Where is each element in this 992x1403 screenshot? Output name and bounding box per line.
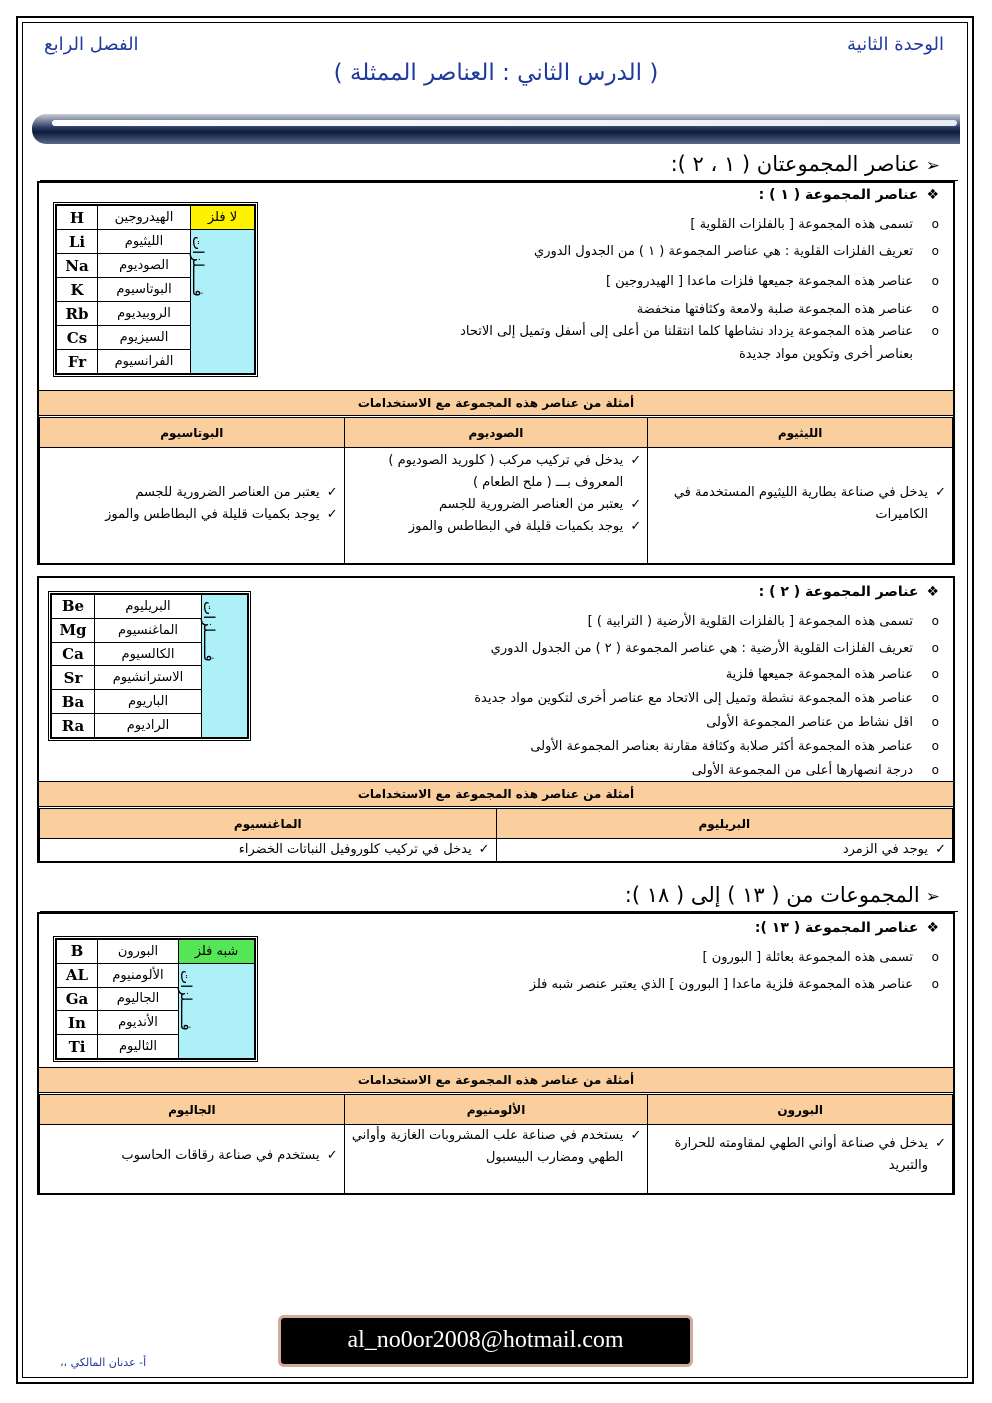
email-banner: al_no0or2008@hotmail.com bbox=[278, 1315, 693, 1367]
check-icon: ✓ bbox=[326, 485, 338, 500]
uses-item: ✓ يوجد في الزمرد bbox=[503, 839, 946, 861]
element-name: الجاليوم bbox=[98, 987, 179, 1011]
group2-bullet: oتعريف الفلزات القلوية الأرضية : هي عناصر المجموعة ( ٢ ) من الجدول الدوري bbox=[491, 637, 939, 660]
group1-bullet: oعناصر هذه المجموعة جميعها فلزات ماعدا [ الهيدروجين ] bbox=[606, 270, 939, 293]
group1-bullet-continued: بعناصر أخرى وتكوين مواد جديدة bbox=[738, 347, 913, 362]
circle-bullet-icon: o bbox=[931, 244, 939, 258]
uses-cell bbox=[40, 1125, 345, 1195]
element-name: البورون bbox=[98, 940, 179, 964]
group2-bullet: oعناصر هذه المجموعة جميعها فلزية bbox=[726, 663, 939, 686]
section-heading-groups-13-18: ➢المجموعات من ( ١٣ ) إلى ( ١٨ ): bbox=[624, 883, 940, 907]
element-symbol: Sr bbox=[52, 666, 95, 690]
group2-bullet: oتسمى هذه المجموعة [ بالفلزات القلوية الأرضية ( الترابية ) ] bbox=[588, 610, 939, 633]
element-symbol: Rb bbox=[57, 302, 98, 326]
group2-bullet: oاقل نشاط من عناصر المجموعة الأولى bbox=[706, 711, 939, 734]
element-symbol: Fr bbox=[57, 350, 98, 374]
element-name: الاسترانشيوم bbox=[95, 666, 202, 690]
circle-bullet-icon: o bbox=[931, 763, 939, 777]
element-symbol: Be bbox=[52, 595, 95, 619]
element-symbol: K bbox=[57, 278, 98, 302]
group2-panel bbox=[37, 576, 955, 863]
group1-bullet: oعناصر هذه المجموعة يزداد نشاطها كلما انتقلنا من أعلى إلى أسفل وتميل إلى الاتحاد bbox=[460, 320, 939, 343]
group1-bullet: oعناصر هذه المجموعة صلبة ولامعة وكثافتها منخفضة bbox=[637, 298, 939, 321]
uses-column-header: البوتاسيوم bbox=[40, 418, 345, 448]
element-symbol: B bbox=[57, 940, 98, 964]
uses-item: ✓ يدخل في تركيب مركب ( كلوريد الصوديوم ) المعروف بـــ ( ملح الطعام ) bbox=[351, 450, 642, 494]
check-icon: ✓ bbox=[935, 1136, 946, 1151]
element-symbol: Ti bbox=[57, 1035, 98, 1059]
uses-column-header: الماغنسيوم bbox=[40, 809, 497, 839]
element-name: الثاليوم bbox=[98, 1035, 179, 1059]
circle-bullet-icon: o bbox=[931, 274, 939, 288]
circle-bullet-icon: o bbox=[931, 614, 939, 628]
element-name: الليثيوم bbox=[98, 230, 191, 254]
circle-bullet-icon: o bbox=[931, 324, 939, 338]
element-name: الهيدروجين bbox=[98, 206, 191, 230]
nonmetal-label: لا فلز bbox=[191, 206, 255, 230]
uses-item: ✓ يدخل في صناعة بطارية الليثيوم المستخدمة في الكاميرات bbox=[654, 482, 946, 526]
element-symbol: Li bbox=[57, 230, 98, 254]
check-icon: ✓ bbox=[630, 497, 642, 512]
group2-examples-title: أمثلة من عناصر هذه المجموعة مع الاستخدامات bbox=[39, 781, 953, 807]
group13-uses-table bbox=[39, 1094, 953, 1195]
uses-item: ✓ يعتبر من العناصر الضرورية للجسم bbox=[46, 482, 338, 504]
element-name: الكالسيوم bbox=[95, 642, 202, 666]
element-name: الراديوم bbox=[95, 714, 202, 738]
element-symbol: H bbox=[57, 206, 98, 230]
metalloid-label: شبه فلز bbox=[179, 940, 255, 964]
circle-bullet-icon: o bbox=[931, 641, 939, 655]
group13-bullet: oتسمى هذه المجموعة بعائلة [ البورون ] bbox=[703, 946, 940, 969]
group1-uses-table bbox=[39, 417, 953, 564]
uses-column-header: الصوديوم bbox=[344, 418, 648, 448]
group13-heading: ❖عناصر المجموعة ( ١٣ ): bbox=[754, 920, 939, 936]
element-name: البوتاسيوم bbox=[98, 278, 191, 302]
metals-label-cell: فـــــلزات bbox=[179, 963, 255, 1058]
element-name: الفرانسيوم bbox=[98, 350, 191, 374]
element-name: الباريوم bbox=[95, 690, 202, 714]
check-icon: ✓ bbox=[630, 453, 642, 468]
uses-item: ✓ يدخل في تركيب كلوروفيل النباتات الخضراء bbox=[46, 839, 490, 861]
uses-column-header: البريليوم bbox=[496, 809, 952, 839]
uses-cell bbox=[648, 1125, 953, 1195]
uses-cell bbox=[496, 839, 952, 862]
group13-element-table bbox=[53, 936, 258, 1062]
element-symbol: AL bbox=[57, 963, 98, 987]
element-symbol: Na bbox=[57, 254, 98, 278]
uses-cell bbox=[648, 448, 953, 564]
group1-heading: ❖عناصر المجموعة ( ١ ) : bbox=[758, 187, 939, 203]
group2-element-table bbox=[48, 591, 251, 741]
author-signature: أ- عدنان المالكي ،، bbox=[60, 1356, 147, 1369]
uses-item: ✓ يوجد بكميات قليلة في البطاطس والموز bbox=[46, 504, 338, 526]
circle-bullet-icon: o bbox=[931, 217, 939, 231]
element-symbol: Ca bbox=[52, 642, 95, 666]
uses-item: ✓ يستخدم في صناعة رقاقات الحاسوب bbox=[46, 1145, 338, 1167]
chapter-label: الفصل الرابع bbox=[44, 34, 139, 55]
group1-bullet: oتعريف الفلزات القلوية : هي عناصر المجموعة ( ١ ) من الجدول الدوري bbox=[534, 240, 939, 263]
group13-panel bbox=[37, 912, 955, 1195]
star-bullet-icon: ❖ bbox=[926, 584, 939, 600]
group1-examples-title: أمثلة من عناصر هذه المجموعة مع الاستخدامات bbox=[39, 390, 953, 416]
element-name: السيزيوم bbox=[98, 326, 191, 350]
uses-cell bbox=[40, 448, 345, 564]
element-symbol: Ba bbox=[52, 690, 95, 714]
header-decorative-bar bbox=[32, 114, 960, 144]
group2-bullet: oعناصر هذه المجموعة نشطة وتميل إلى الاتحاد مع عناصر أخرى لتكوين مواد جديدة bbox=[474, 687, 939, 710]
circle-bullet-icon: o bbox=[931, 715, 939, 729]
element-symbol: In bbox=[57, 1011, 98, 1035]
uses-item: ✓ يوجد بكميات قليلة في البطاطس والموز bbox=[351, 516, 642, 538]
lesson-title: ( الدرس الثاني : العناصر الممثلة ) bbox=[333, 60, 659, 86]
group1-element-table bbox=[53, 202, 258, 377]
group13-bullet: oعناصر هذه المجموعة فلزية ماعدا [ البورون ] الذي يعتبر عنصر شبه فلز bbox=[530, 973, 939, 996]
element-symbol: Ga bbox=[57, 987, 98, 1011]
group13-examples-title: أمثلة من عناصر هذه المجموعة مع الاستخدامات bbox=[39, 1067, 953, 1093]
circle-bullet-icon: o bbox=[931, 739, 939, 753]
element-name: الأنديوم bbox=[98, 1011, 179, 1035]
uses-cell bbox=[344, 1125, 648, 1195]
element-symbol: Ra bbox=[52, 714, 95, 738]
uses-column-header: الألومنيوم bbox=[344, 1095, 648, 1125]
uses-cell bbox=[40, 839, 497, 862]
circle-bullet-icon: o bbox=[931, 691, 939, 705]
check-icon: ✓ bbox=[326, 507, 338, 522]
uses-column-header: الجاليوم bbox=[40, 1095, 345, 1125]
element-symbol: Cs bbox=[57, 326, 98, 350]
unit-label: الوحدة الثانية bbox=[846, 34, 944, 55]
metals-label-cell: فـــــلزات bbox=[191, 230, 255, 374]
check-icon: ✓ bbox=[630, 1128, 642, 1143]
element-name: البريليوم bbox=[95, 595, 202, 619]
group1-bullet: oتسمى هذه المجموعة [ بالفلزات القلوية ] bbox=[690, 213, 939, 236]
arrow-icon: ➢ bbox=[925, 156, 940, 176]
check-icon: ✓ bbox=[935, 842, 946, 857]
circle-bullet-icon: o bbox=[931, 977, 939, 991]
uses-column-header: البورون bbox=[648, 1095, 953, 1125]
star-bullet-icon: ❖ bbox=[926, 920, 939, 936]
circle-bullet-icon: o bbox=[931, 667, 939, 681]
section-heading-groups-1-2: ➢عناصر المجموعتان ( ١ ، ٢ ): bbox=[670, 152, 940, 176]
uses-item: ✓ يدخل في صناعة أواني الطهي لمقاومته للحرارة والتبريد bbox=[654, 1133, 946, 1177]
check-icon: ✓ bbox=[478, 842, 490, 857]
check-icon: ✓ bbox=[630, 519, 642, 534]
circle-bullet-icon: o bbox=[931, 950, 939, 964]
element-name: الصوديوم bbox=[98, 254, 191, 278]
check-icon: ✓ bbox=[935, 485, 946, 500]
arrow-icon: ➢ bbox=[925, 887, 940, 907]
uses-cell bbox=[344, 448, 648, 564]
element-name: الروبيديوم bbox=[98, 302, 191, 326]
group2-heading: ❖عناصر المجموعة ( ٢ ) : bbox=[758, 584, 939, 600]
star-bullet-icon: ❖ bbox=[926, 187, 939, 203]
element-symbol: Mg bbox=[52, 618, 95, 642]
circle-bullet-icon: o bbox=[931, 302, 939, 316]
group1-panel bbox=[37, 181, 955, 565]
uses-column-header: الليثيوم bbox=[648, 418, 953, 448]
uses-item: ✓ يعتبر من العناصر الضرورية للجسم bbox=[351, 494, 642, 516]
group2-bullet: oدرجة انصهارها أعلى من المجموعة الأولى bbox=[692, 759, 939, 782]
metals-label-cell: فـــــلزات bbox=[202, 595, 248, 738]
uses-item: ✓ يستخدم في صناعة علب المشروبات الغازية وأواني الطهي ومضارب البيسبول bbox=[351, 1125, 642, 1169]
element-name: الماغنسيوم bbox=[95, 618, 202, 642]
element-name: الألومنيوم bbox=[98, 963, 179, 987]
header-bar-highlight bbox=[52, 120, 957, 126]
group2-uses-table bbox=[39, 808, 953, 862]
group2-bullet: oعناصر هذه المجموعة أكثر صلابة وكثافة مقارنة بعناصر المجموعة الأولى bbox=[530, 735, 939, 758]
check-icon: ✓ bbox=[326, 1148, 338, 1163]
